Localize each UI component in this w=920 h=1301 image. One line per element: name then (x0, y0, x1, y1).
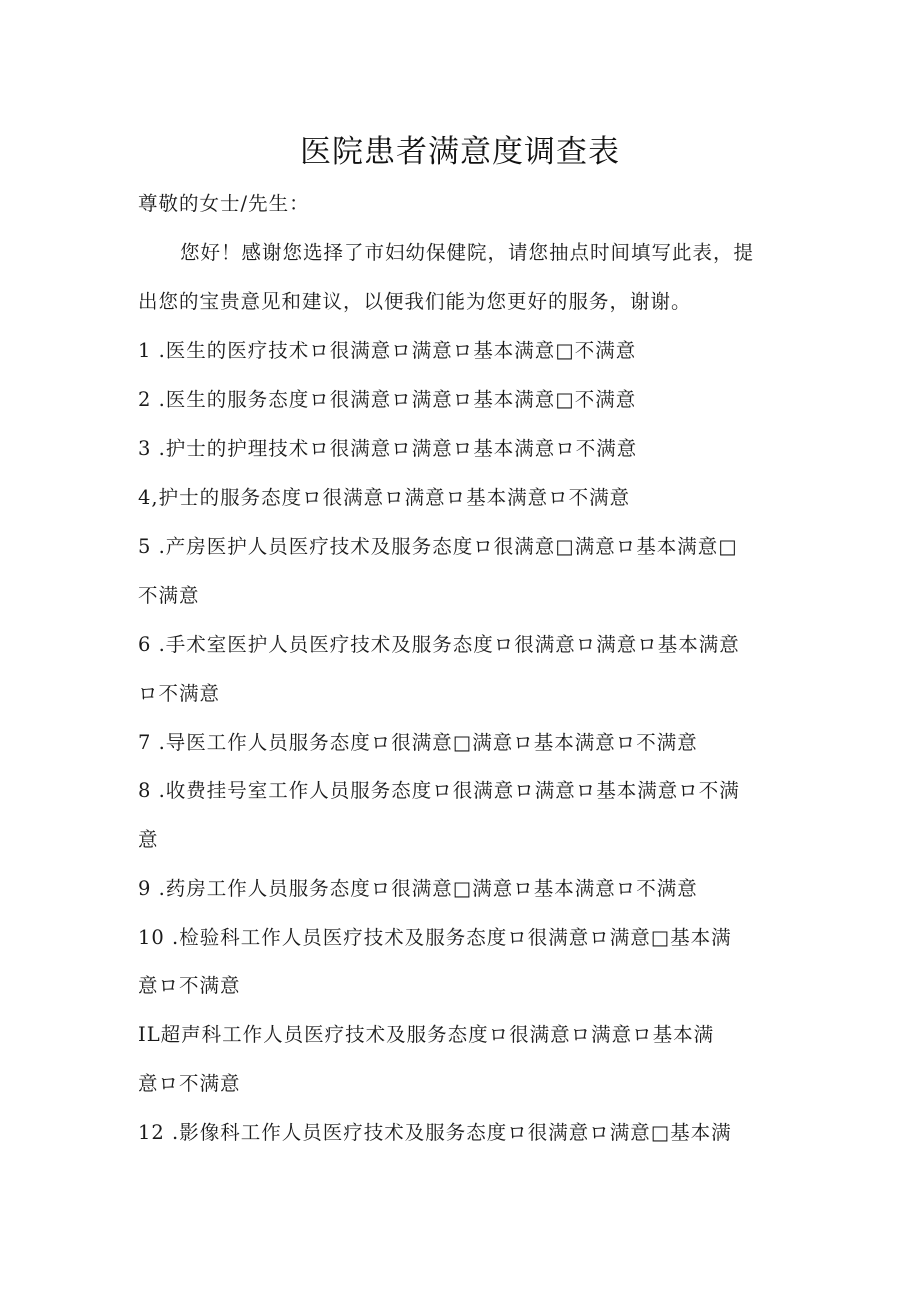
question-6-continued: ロ不满意 (138, 682, 221, 705)
question-3: 3 .护士的护理技术ロ很满意ロ满意ロ基本满意ロ不满意 (138, 437, 638, 460)
question-12: 12 .影像科工作人员医疗技术及服务态度ロ很满意ロ满意□基本满 (138, 1121, 732, 1144)
salutation: 尊敬的女士/先生： (138, 192, 310, 215)
question-6: 6 .手术室医护人员医疗技术及服务态度ロ很满意ロ满意ロ基本满意 (138, 633, 740, 656)
intro-line-1: 您好！感谢您选择了市妇幼保健院，请您抽点时间填写此表，提 (180, 241, 755, 264)
question-8-continued: 意 (138, 828, 159, 851)
question-7: 7 .导医工作人员服务态度ロ很满意□满意ロ基本满意ロ不满意 (138, 731, 698, 754)
question-11-continued: 意ロ不满意 (138, 1072, 241, 1095)
question-5-continued: 不满意 (138, 584, 200, 607)
page-title: 医院患者满意度调查表 (300, 134, 620, 170)
question-11: IL超声科工作人员医疗技术及服务态度ロ很满意ロ满意ロ基本满 (138, 1023, 715, 1046)
question-1: 1 .医生的医疗技术ロ很满意ロ满意ロ基本满意□不满意 (138, 339, 637, 362)
question-10: 10 .检验科工作人员医疗技术及服务态度ロ很满意ロ满意□基本满 (138, 926, 732, 949)
question-8: 8 .收费挂号室工作人员服务态度ロ很满意ロ满意ロ基本满意ロ不满 (138, 779, 740, 802)
question-5: 5 .产房医护人员医疗技术及服务态度ロ很满意□满意ロ基本满意□ (138, 535, 738, 558)
question-10-continued: 意ロ不满意 (138, 974, 241, 997)
question-9: 9 .药房工作人员服务态度ロ很满意□满意ロ基本满意ロ不满意 (138, 877, 698, 900)
question-4: 4,护士的服务态度ロ很满意ロ满意ロ基本满意ロ不满意 (138, 486, 631, 509)
intro-line-2: 出您的宝贵意见和建议，以便我们能为您更好的服务，谢谢。 (138, 290, 692, 313)
question-2: 2 .医生的服务态度ロ很满意ロ满意ロ基本满意□不满意 (138, 388, 637, 411)
